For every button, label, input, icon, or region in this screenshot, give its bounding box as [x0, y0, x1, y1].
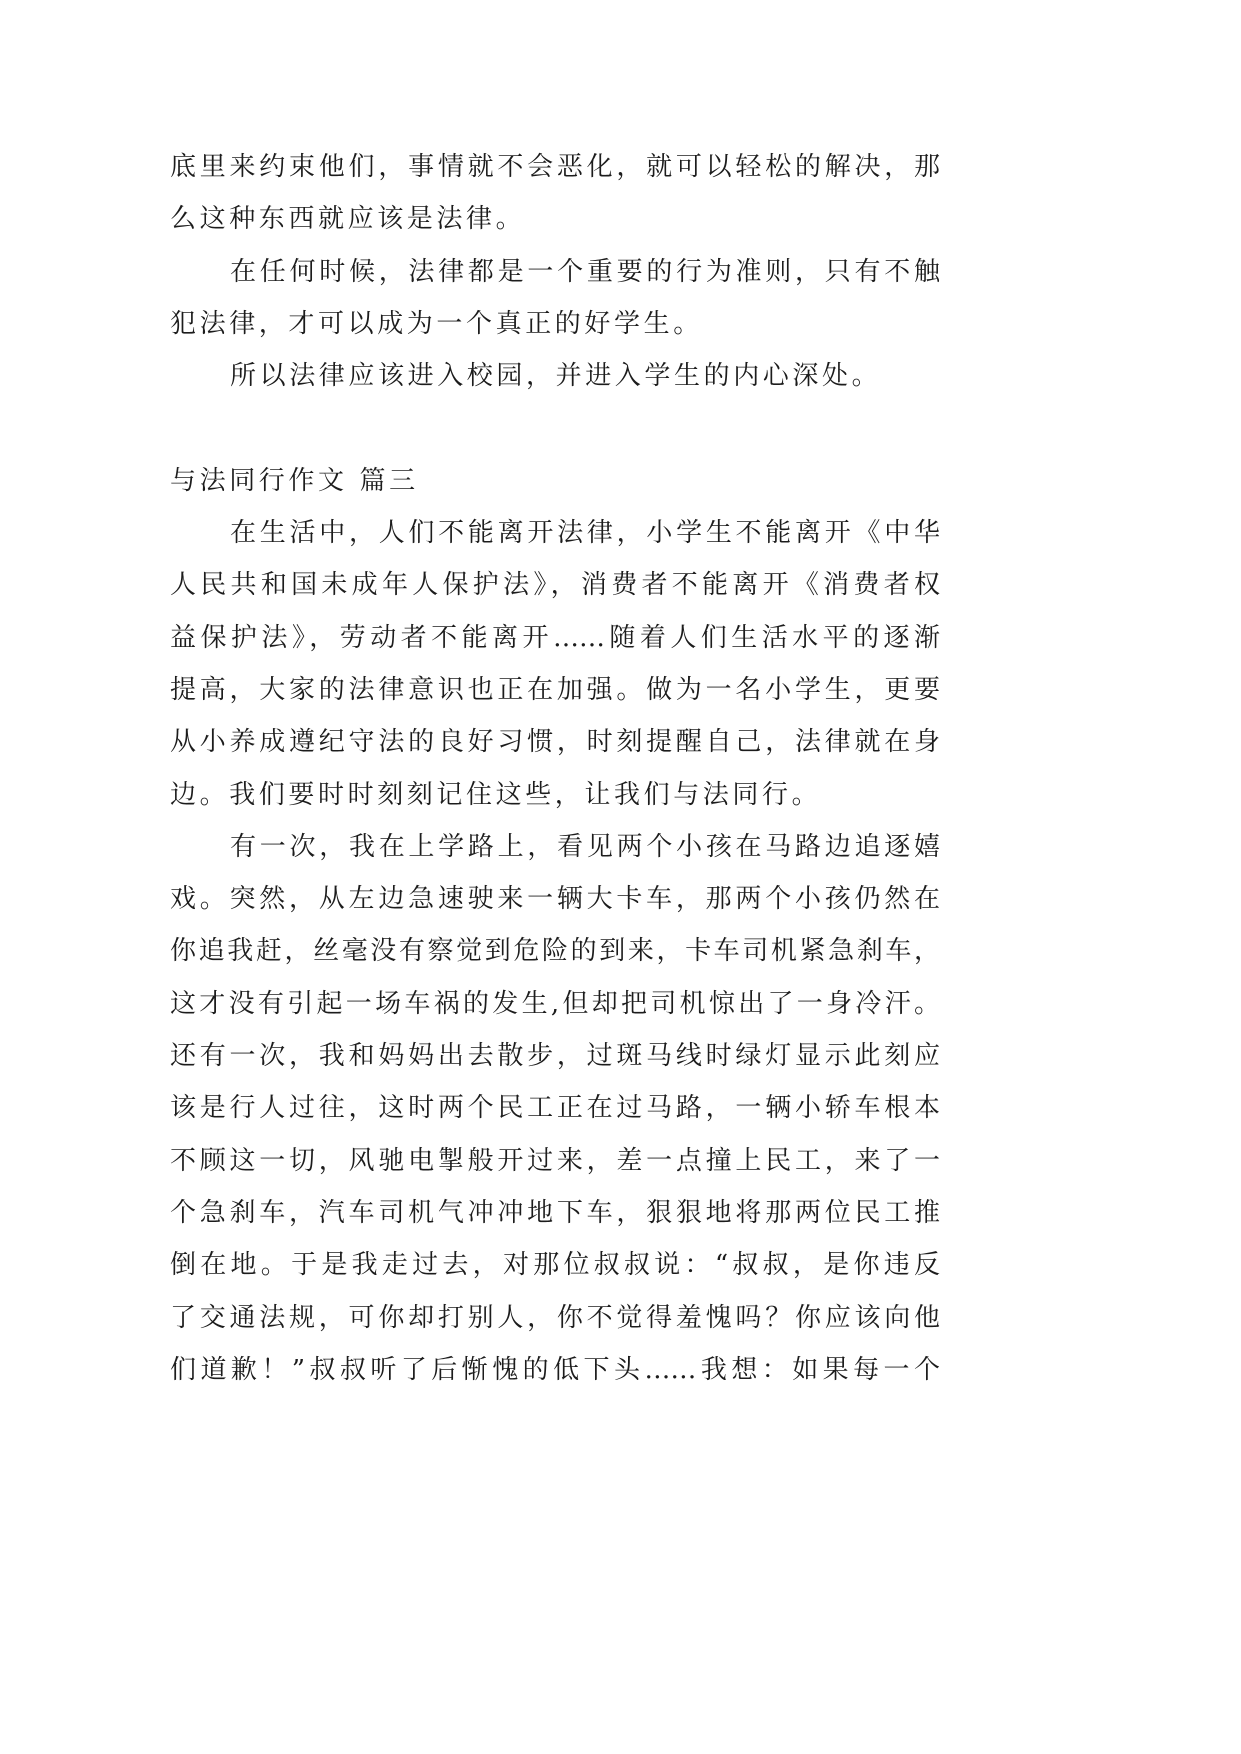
paragraph — [170, 507, 940, 821]
text-line: 在生活中，人们不能离开法律，小学生不能离开《中华 — [230, 518, 940, 549]
text-line: 了交通法规，可你却打别人，你不觉得羞愧吗？你应该向他 — [170, 1302, 940, 1333]
text-line: 个急刹车，汽车司机气冲冲地下车，狠狠地将那两位民工推 — [170, 1197, 940, 1228]
text-line: 在任何时候，法律都是一个重要的行为准则，只有不触 — [230, 256, 940, 287]
text-line: 底里来约束他们，事情就不会恶化，就可以轻松的解决，那 — [170, 152, 940, 182]
paragraph — [170, 246, 940, 351]
paragraph — [170, 821, 940, 1396]
text-line: 这才没有引起一场车祸的发生,但却把司机惊出了一身冷汗。 — [170, 988, 940, 1019]
text-line: 所以法律应该进入校园，并进入学生的内心深处。 — [230, 361, 882, 392]
section-heading: 与法同行作文 篇三 — [170, 465, 419, 496]
text-line: 边。我们要时时刻刻记住这些，让我们与法同行。 — [170, 779, 822, 810]
text-line: 犯法律，才可以成为一个真正的好学生。 — [170, 308, 703, 339]
text-line: 不顾这一切，风驰电掣般开过来，差一点撞上民工，来了一 — [170, 1145, 940, 1176]
text-line: 有一次，我在上学路上，看见两个小孩在马路边追逐嬉 — [230, 831, 940, 862]
text-line: 还有一次，我和妈妈出去散步，过斑马线时绿灯显示此刻应 — [170, 1041, 940, 1072]
text-line: 戏。突然，从左边急速驶来一辆大卡车，那两个小孩仍然在 — [170, 884, 940, 915]
text-line: 提高，大家的法律意识也正在加强。做为一名小学生，更要 — [170, 674, 940, 705]
text-line: 人民共和国未成年人保护法》，消费者不能离开《消费者权 — [170, 570, 940, 601]
text-line: 该是行人过往，这时两个民工正在过马路，一辆小轿车根本 — [170, 1093, 940, 1124]
text-line: 益保护法》，劳动者不能离开……随着人们生活水平的逐渐 — [170, 622, 940, 653]
document-body — [170, 141, 940, 1396]
text-line: 们道歉！”叔叔听了后惭愧的低下头……我想：如果每一个 — [170, 1354, 940, 1385]
paragraph — [170, 141, 940, 246]
text-line: 么这种东西就应该是法律。 — [170, 204, 526, 235]
blank-line — [170, 402, 940, 454]
text-line: 倒在地。于是我走过去，对那位叔叔说：“叔叔，是你违反 — [170, 1250, 940, 1281]
text-line: 你追我赶，丝毫没有察觉到危险的到来，卡车司机紧急刹车， — [170, 936, 940, 967]
text-line: 从小养成遵纪守法的良好习惯，时刻提醒自己，法律就在身 — [170, 727, 940, 758]
paragraph — [170, 350, 940, 402]
